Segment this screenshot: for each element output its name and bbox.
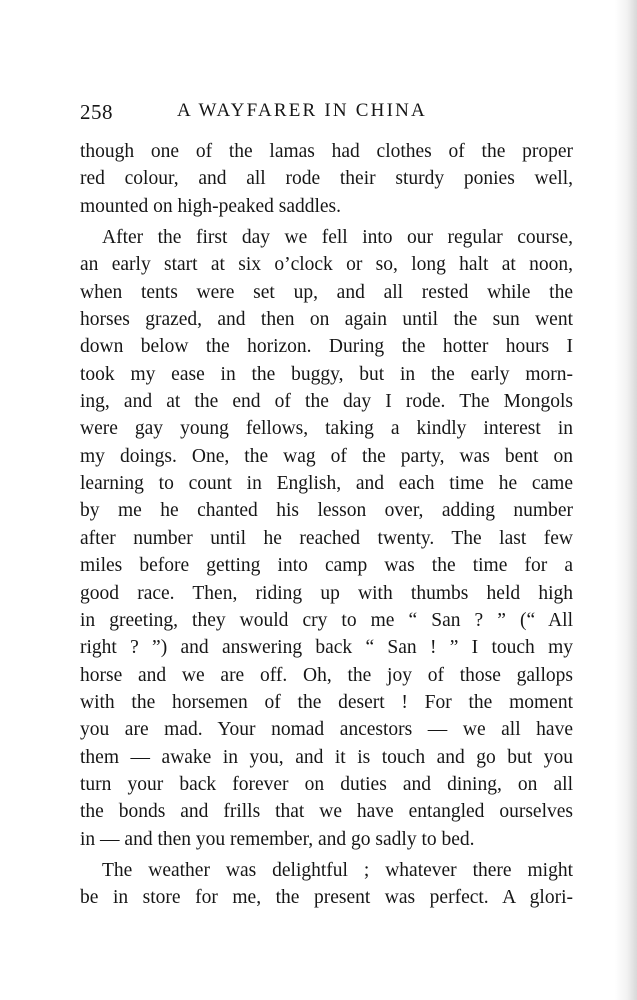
page-header	[80, 100, 575, 124]
text-line: miles before getting into camp was the time for a	[80, 555, 573, 577]
text-line: ing, and at the end of the day I rode. The Mongols	[80, 391, 573, 413]
text-line: down below the horizon. During the hotter hours I	[80, 336, 573, 358]
text-line: in greeting, they would cry to me “ San ? ” (“ All	[80, 609, 573, 631]
text-line: good race. Then, riding up with thumbs held high	[80, 582, 573, 604]
text-line: were gay young fellows, taking a kindly interest in	[80, 418, 573, 440]
text-line: right ? ”) and answering back “ San ! ” I touch my	[80, 637, 573, 659]
text-line: in — and then you remember, and go sadly to bed.	[80, 828, 475, 850]
text-line: horse and we are off. Oh, the joy of those gallops	[80, 664, 573, 686]
page-edge-shadow	[615, 0, 637, 1000]
text-line: by me he chanted his lesson over, adding number	[80, 500, 573, 522]
text-line: you are mad. Your nomad ancestors — we all have	[80, 719, 573, 741]
text-line: red colour, and all rode their sturdy ponies well,	[80, 168, 573, 190]
text-line: though one of the lamas had clothes of the proper	[80, 141, 573, 162]
body-text	[80, 138, 573, 912]
text-line: after number until he reached twenty. The last few	[80, 527, 573, 549]
text-line: the bonds and frills that we have entangled ourselves	[80, 801, 573, 823]
paragraph	[80, 138, 573, 220]
text-line: learning to count in English, and each time he came	[80, 473, 573, 495]
text-line: The weather was delightful ; whatever there might	[102, 859, 573, 881]
text-line: when tents were set up, and all rested while the	[80, 281, 573, 303]
text-line: my doings. One, the wag of the party, was bent on	[80, 445, 573, 467]
text-line: an early start at six o’clock or so, long halt at noon,	[80, 254, 573, 276]
paragraph	[80, 224, 573, 853]
text-line: be in store for me, the present was perfect. A glori-	[80, 887, 573, 909]
text-line: with the horsemen of the desert ! For the moment	[80, 691, 573, 713]
text-line: horses grazed, and then on again until the sun went	[80, 309, 573, 331]
page-number: 258	[80, 100, 113, 124]
text-line: took my ease in the buggy, but in the early morn-	[80, 363, 573, 385]
text-line: mounted on high-peaked saddles.	[80, 195, 342, 217]
paragraph	[80, 857, 573, 912]
text-line: After the first day we fell into our regular course,	[102, 227, 573, 249]
text-line: them — awake in you, and it is touch and go but you	[80, 746, 573, 768]
text-line: turn your back forever on duties and dining, on all	[80, 773, 573, 795]
running-title: A WAYFARER IN CHINA	[177, 100, 427, 121]
